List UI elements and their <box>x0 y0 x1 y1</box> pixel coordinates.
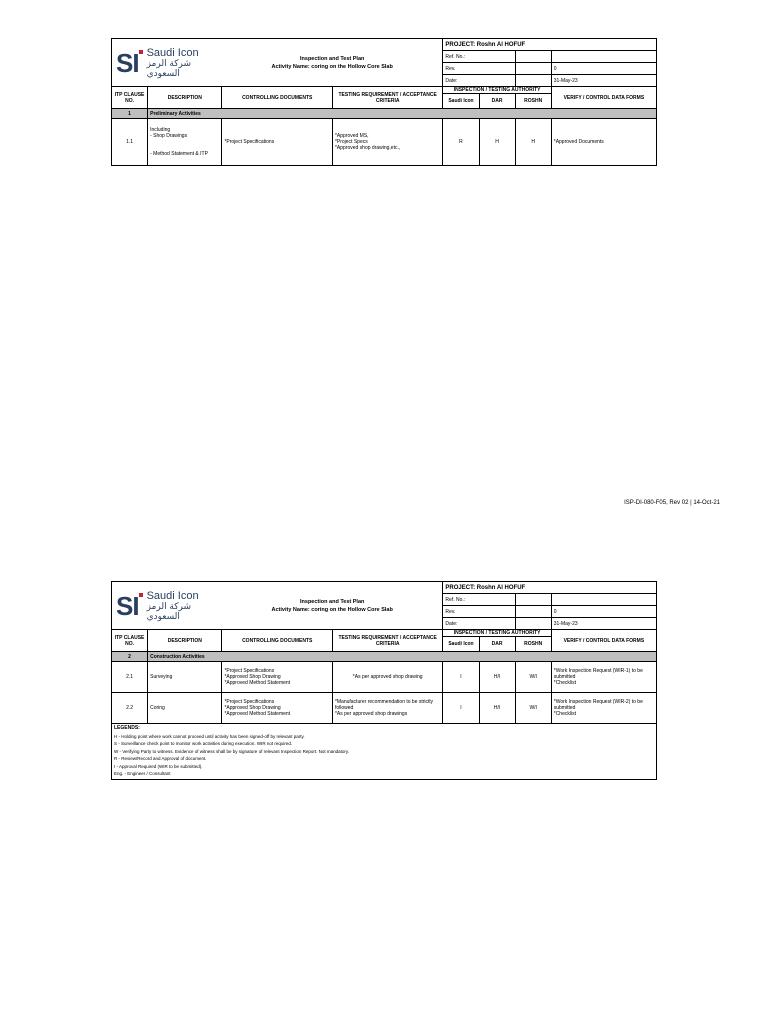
legends-block <box>112 724 657 780</box>
section-title: Construction Activities <box>148 652 657 662</box>
plan-title: Inspection and Test Plan <box>300 598 365 605</box>
col-controlling-documents: CONTROLLING DOCUMENTS <box>222 630 332 652</box>
document-footer-ref: ISP-DI-080-F05, Rev 02 | 14-Oct-21 <box>624 500 720 506</box>
row-roshn: H <box>515 119 551 166</box>
section-number: 1 <box>112 109 148 119</box>
project-name: PROJECT: Roshn Al HOFUF <box>443 582 657 594</box>
company-logo-mark: SI <box>116 50 139 76</box>
ref-label: Ref. No.: <box>443 594 515 606</box>
date-blank <box>515 75 551 87</box>
itp-sheet-page-2 <box>111 581 657 780</box>
col-description: DESCRIPTION <box>148 87 222 109</box>
plan-title-block <box>222 39 443 87</box>
row-clause-no: 2.2 <box>112 693 148 724</box>
activity-name: Activity Name: coring on the Hollow Core Slab <box>271 63 393 70</box>
company-name-en: Saudi Icon <box>146 46 199 59</box>
legend-item: H - Holding point where work cannot proceed until activity has been signed-off by relevant party. <box>114 733 305 739</box>
rev-value: 0 <box>551 606 656 618</box>
date-label: Date: <box>443 75 515 87</box>
row-clause-no: 2.1 <box>112 662 148 693</box>
project-name: PROJECT: Roshn Al HOFUF <box>443 39 657 51</box>
row-roshn: W/I <box>515 693 551 724</box>
col-roshn: ROSHN <box>515 637 551 652</box>
col-testing-requirement: TESTING REQUIREMENT / ACCEPTANCE CRITERIA <box>332 87 442 109</box>
ref-extra <box>551 594 656 606</box>
row-description: Coring <box>148 693 222 724</box>
date-value: 31-May-23 <box>551 75 656 87</box>
col-verify-forms: VERIFY / CONTROL DATA FORMS <box>551 87 656 109</box>
table-row <box>112 662 657 693</box>
ref-label: Ref. No.: <box>443 51 515 63</box>
itp-table-page-2 <box>111 581 657 780</box>
ref-value <box>515 51 551 63</box>
col-inspection-authority: INSPECTION / TESTING AUTHORITY <box>443 87 551 94</box>
row-dar: H <box>479 119 515 166</box>
date-value: 31-May-23 <box>551 618 656 630</box>
row-saudi-icon: I <box>443 662 479 693</box>
row-saudi-icon: I <box>443 693 479 724</box>
date-blank <box>515 618 551 630</box>
activity-name: Activity Name: coring on the Hollow Core Slab <box>271 606 393 613</box>
logo-block <box>112 39 222 87</box>
company-logo-mark: SI <box>116 593 139 619</box>
row-controlling: *Project Specifications *Approved Shop Drawing *Approved Method Statement <box>222 693 332 724</box>
col-controlling-documents: CONTROLLING DOCUMENTS <box>222 87 332 109</box>
legends-title: LEGENDS: <box>114 725 140 731</box>
row-controlling: *Project Specifications <box>222 119 332 166</box>
col-itp-clause: ITP CLAUSE NO. <box>112 630 148 652</box>
ref-value <box>515 594 551 606</box>
row-testing: *Manufacturer recommendation to be strictly followed *As per approved shop drawings <box>332 693 442 724</box>
itp-table-page-1 <box>111 38 657 166</box>
rev-label: Rev. <box>443 63 515 75</box>
row-description: Including - Shop Drawings - Method Statement & ITP <box>148 119 222 166</box>
rev-label: Rev. <box>443 606 515 618</box>
legend-item: W - Verifying Party to witness. Evidence of witness shall be by signature of relevant Inspection Report. Not mandatory. <box>114 748 350 754</box>
row-verify: *Approved Documents <box>551 119 656 166</box>
section-number: 2 <box>112 652 148 662</box>
col-verify-forms: VERIFY / CONTROL DATA FORMS <box>551 630 656 652</box>
col-description: DESCRIPTION <box>148 630 222 652</box>
ref-extra <box>551 51 656 63</box>
row-roshn: W/I <box>515 662 551 693</box>
table-row <box>112 119 657 166</box>
row-saudi-icon: R <box>443 119 479 166</box>
row-clause-no: 1.1 <box>112 119 148 166</box>
legend-item: Eng. - Engineer / Consultant <box>114 771 171 776</box>
col-dar: DAR <box>479 94 515 109</box>
rev-blank <box>515 63 551 75</box>
legend-item: I - Approval Required (WIR to be submitted). <box>114 763 203 769</box>
company-name-ar: شركة الرمز السعودي <box>146 58 192 79</box>
row-controlling: *Project Specifications *Approved Shop Drawing *Approved Method Statement <box>222 662 332 693</box>
rev-blank <box>515 606 551 618</box>
col-saudi-icon: Saudi Icon <box>443 94 479 109</box>
itp-sheet-page-1 <box>111 38 657 166</box>
row-verify: *Work Inspection Request (WIR-1) to be submitted *Checklist <box>551 662 656 693</box>
table-row <box>112 693 657 724</box>
logo-block <box>112 582 222 630</box>
col-testing-requirement: TESTING REQUIREMENT / ACCEPTANCE CRITERIA <box>332 630 442 652</box>
col-inspection-authority: INSPECTION / TESTING AUTHORITY <box>443 630 551 637</box>
row-description: Surveying <box>148 662 222 693</box>
date-label: Date: <box>443 618 515 630</box>
section-title: Preliminary Activities <box>148 109 657 119</box>
col-roshn: ROSHN <box>515 94 551 109</box>
row-dar: H/I <box>479 693 515 724</box>
row-dar: H/I <box>479 662 515 693</box>
col-dar: DAR <box>479 637 515 652</box>
legend-item: R - Review/Record and Approval of document. <box>114 756 207 761</box>
legend-item: S - Surveillance check point to monitor work activities during execution. WIR not required. <box>114 741 293 746</box>
company-name-en: Saudi Icon <box>146 589 199 602</box>
company-name-ar: شركة الرمز السعودي <box>146 601 192 622</box>
row-testing: *As per approved shop drawing <box>332 662 442 693</box>
col-itp-clause: ITP CLAUSE NO. <box>112 87 148 109</box>
row-testing: *Approved MS, *Project Specs *Approved shop drawing,etc., <box>332 119 442 166</box>
row-verify: *Work Inspection Request (WIR-2) to be submitted *Checklist <box>551 693 656 724</box>
plan-title: Inspection and Test Plan <box>300 55 365 62</box>
rev-value: 0 <box>551 63 656 75</box>
col-saudi-icon: Saudi Icon <box>443 637 479 652</box>
plan-title-block <box>222 582 443 630</box>
